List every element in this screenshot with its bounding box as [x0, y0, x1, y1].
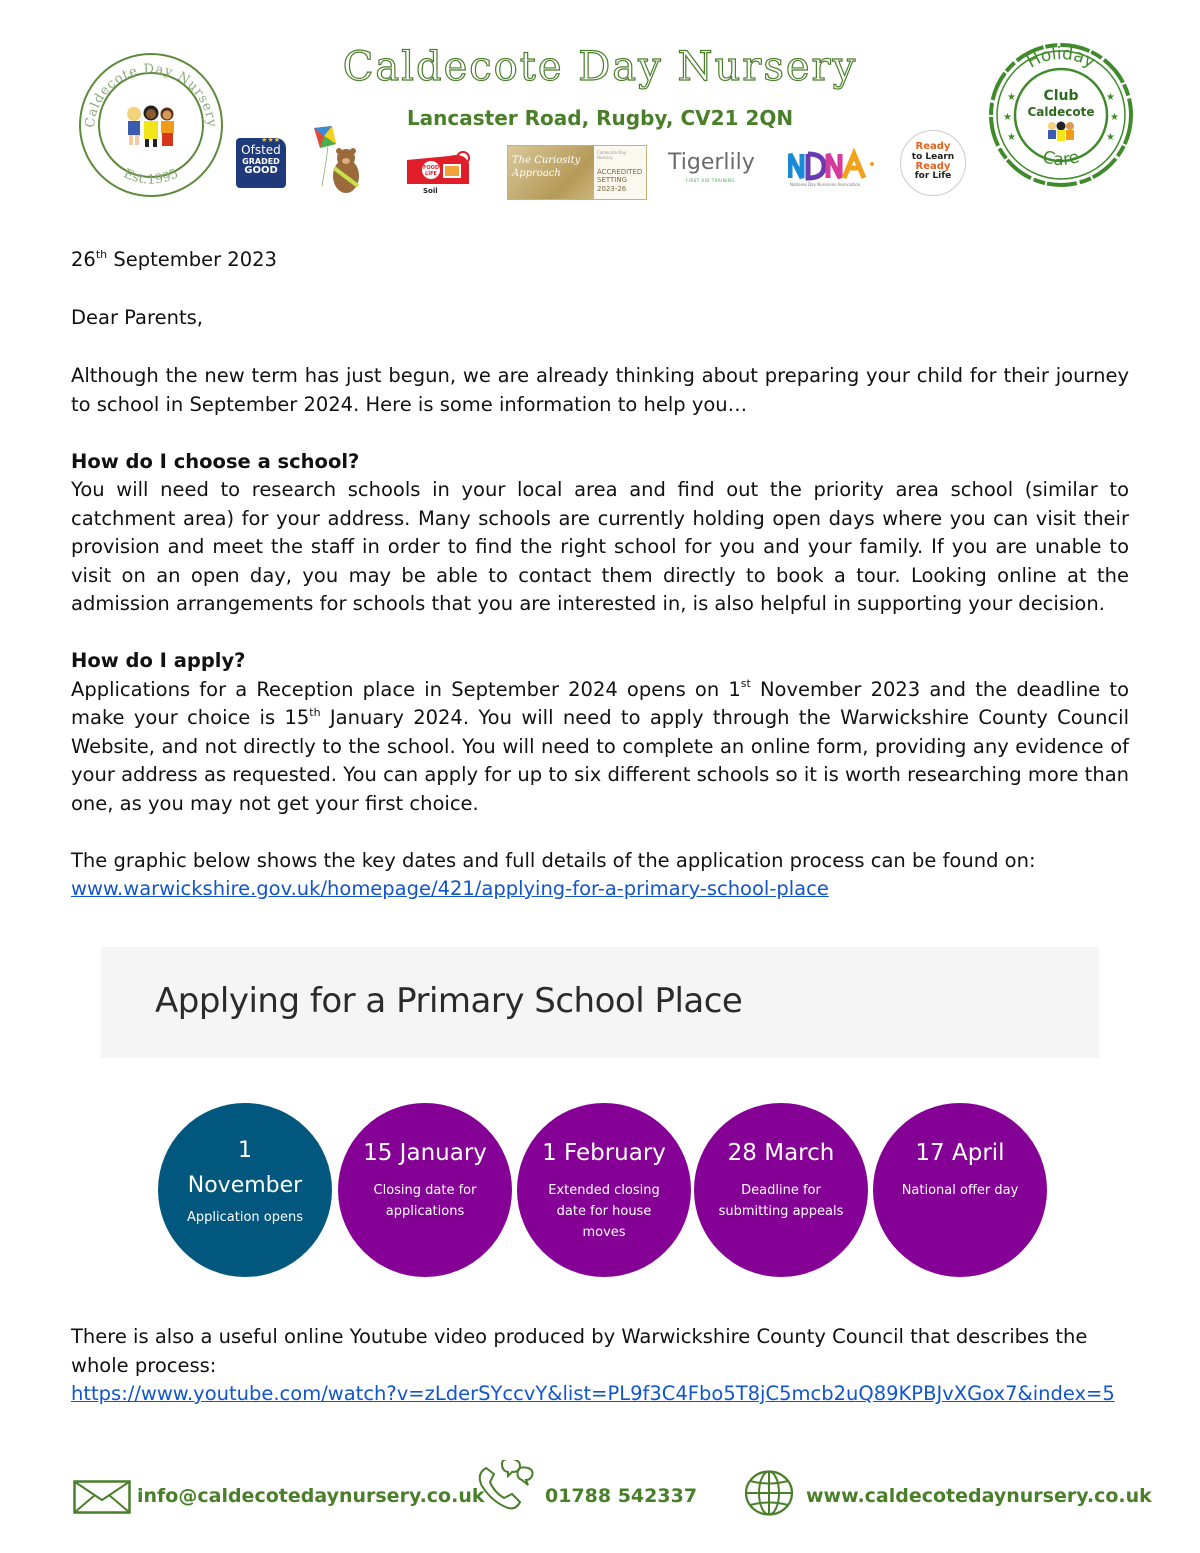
- food-for-life-logo: [405, 150, 475, 196]
- graphic-banner: [101, 947, 1099, 1058]
- date-circle-appeals-deadline: 28 March Deadline for submitting appeals: [694, 1103, 868, 1277]
- graphic-title: Applying for a Primary School Place: [155, 981, 743, 1021]
- svg-text:Soil: Soil: [423, 187, 438, 195]
- svg-text:★: ★: [1110, 112, 1119, 123]
- graphic-intro: The graphic below shows the key dates and full details of the application process can be found on:: [71, 848, 1036, 872]
- section-body-apply: Applications for a Reception place in September 2024 opens on 1st November 2023 and the deadline to make your choice is 15th January 2024. You will need to apply through the Warwickshire County Council Website, and not directly to the school. You will need to complete an online form, providing any evidence of your address as requested. You can apply for up to six different schools so it is worth researching more than one, as you may not get your first choice.: [71, 677, 1129, 815]
- svg-text:FOOD: FOOD: [422, 165, 440, 171]
- letter-date: 26th September 2023: [71, 247, 277, 271]
- curiosity-approach-badge: The Curiosity Approach Caldecote Day Nursery ACCREDITED SETTING 2023-26: [507, 145, 647, 200]
- youtube-link[interactable]: https://www.youtube.com/watch?v=zLderSYccvY&list=PL9f3C4Fbo5T8jC5mcb2uQ89KPBJvXGox7&index=5: [71, 1382, 1115, 1405]
- email-link[interactable]: info@caldecotedaynursery.co.uk: [137, 1485, 485, 1507]
- phone-link[interactable]: 01788 542337: [545, 1485, 698, 1507]
- ofsted-badge: ★★★ Ofsted GRADED GOOD: [236, 138, 286, 188]
- holiday-club-logo: [986, 40, 1136, 190]
- ndna-logo: National Day Nurseries Association: [788, 148, 878, 190]
- star-icon: ★★★: [261, 136, 280, 144]
- svg-text:Caldecote Day Nursery: Caldecote Day Nursery: [82, 61, 220, 129]
- contact-footer: [0, 1460, 1200, 1540]
- svg-text:★: ★: [1003, 112, 1012, 123]
- nursery-name: Caldecote Day Nursery: [342, 44, 858, 90]
- svg-text:★: ★: [1106, 132, 1115, 143]
- section-heading-choose: How do I choose a school?: [71, 449, 360, 473]
- kite-bear-logo: [310, 124, 370, 196]
- ndna-mark-icon: [788, 148, 878, 182]
- svg-text:Est.1995: Est.1995: [121, 166, 181, 188]
- letter-body: [71, 246, 1129, 904]
- svg-text:Holiday: Holiday: [1023, 43, 1099, 73]
- letterhead: [0, 0, 1200, 215]
- svg-text:★: ★: [1007, 132, 1016, 143]
- globe-icon: [744, 1470, 794, 1516]
- svg-text:Care: Care: [1040, 147, 1082, 171]
- ready-to-learn-badge: Ready to Learn Ready for Life: [900, 130, 966, 196]
- date-circle-extended-closing: 1 February Extended closing date for house moves: [517, 1103, 691, 1277]
- nursery-address: Lancaster Road, Rugby, CV21 2QN: [406, 106, 794, 130]
- video-intro: There is also a useful online Youtube video produced by Warwickshire County Council that describes the whole process:: [71, 1325, 1088, 1377]
- svg-text:★: ★: [1007, 92, 1016, 103]
- svg-text:Club: Club: [1043, 88, 1079, 104]
- section-body-choose: You will need to research schools in your local area and find out the priority area school (similar to catchment area) for your address. Many schools are currently holding open days where you can visit their provision and meet the staff in order to find the right school for you and your family. If you are unable to visit on an open day, you may be able to contact them directly to book a tour. Looking online at the admission arrangements for schools that you are interested in, is also helpful in supporting your decision.: [71, 478, 1129, 615]
- phone-chat-icon: [474, 1460, 540, 1510]
- salutation: Dear Parents,: [71, 306, 203, 329]
- date-circle-application-opens: 1 November Application opens: [158, 1103, 332, 1277]
- key-dates-timeline: [158, 1103, 1058, 1279]
- video-section: [71, 1323, 1129, 1409]
- section-heading-apply: How do I apply?: [71, 649, 246, 672]
- svg-text:Caldecote: Caldecote: [1027, 105, 1095, 119]
- tigerlily-logo: Tigerlily FIRST AID TRAINING: [668, 150, 755, 183]
- svg-text:★: ★: [1106, 92, 1115, 103]
- date-circle-offer-day: 17 April National offer day: [873, 1103, 1047, 1277]
- svg-text:LIFE: LIFE: [425, 171, 437, 177]
- council-link[interactable]: www.warwickshire.gov.uk/homepage/421/applying-for-a-primary-school-place: [71, 877, 829, 900]
- envelope-icon: [73, 1480, 131, 1514]
- date-circle-closing-date: 15 January Closing date for applications: [338, 1103, 512, 1277]
- intro-paragraph: Although the new term has just begun, we are already thinking about preparing your child for their journey to school in September 2024. Here is some information to help you…: [71, 364, 1129, 416]
- website-link[interactable]: www.caldecotedaynursery.co.uk: [806, 1485, 1152, 1507]
